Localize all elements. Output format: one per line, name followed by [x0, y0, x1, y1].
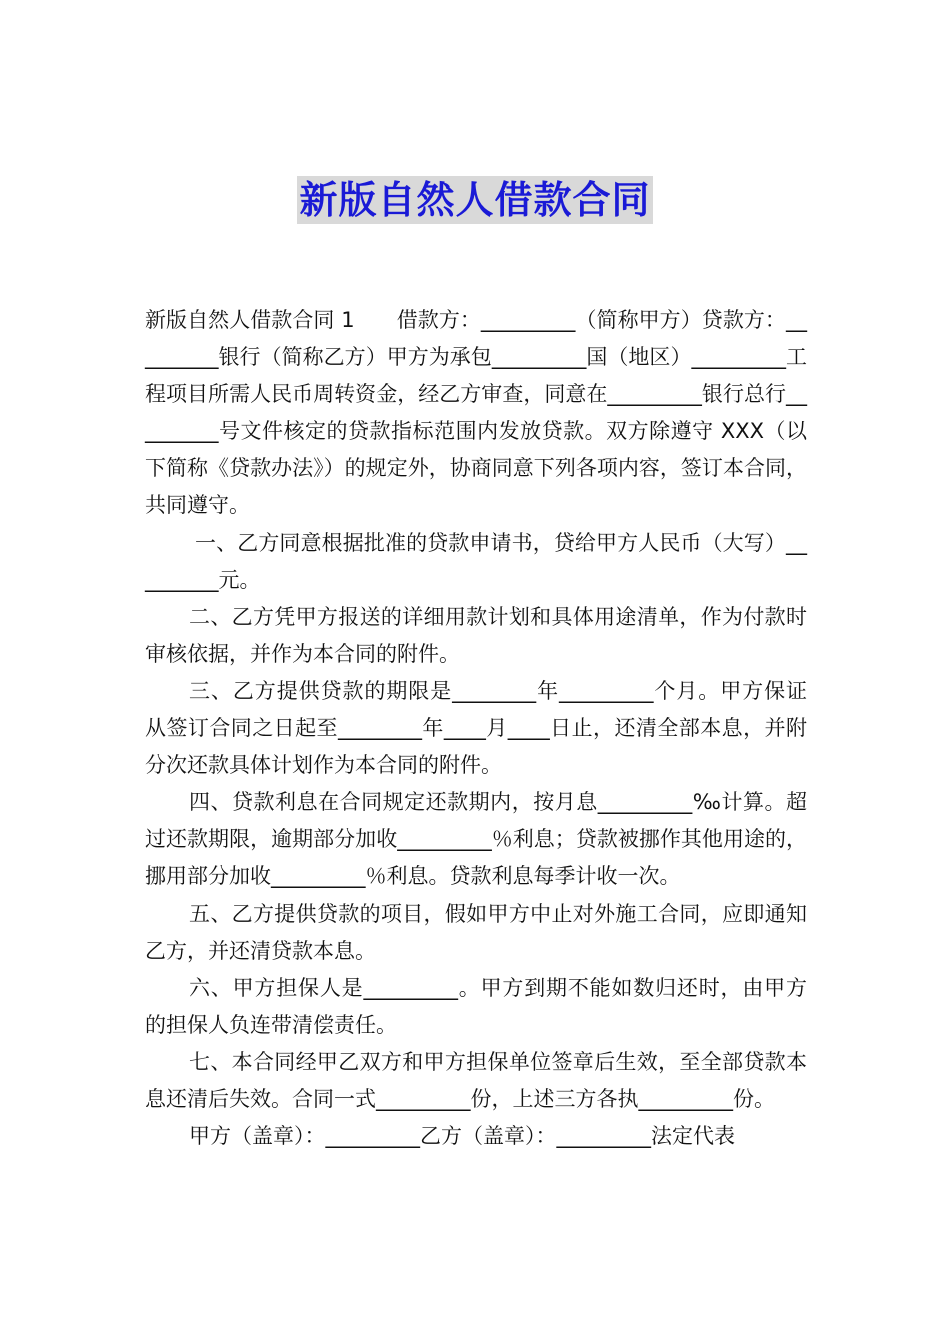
document-title: 新版自然人借款合同: [299, 178, 651, 222]
clause-paragraph: 二、乙方凭甲方报送的详细用款计划和具体用途清单，作为付款时审核依据，并作为本合同的附件。: [145, 604, 807, 666]
clause-paragraph: 三、乙方提供贷款的期限是________年_________个月。甲方保证从签订合同之日起至________年____月____日止，还清全部本息，并附分次还款具体计划作为本合同的附件。: [145, 678, 807, 778]
signature-paragraph: 甲方（盖章）：_________乙方（盖章）：_________法定代表: [189, 1124, 735, 1149]
clause-paragraph: 六、甲方担保人是_________。甲方到期不能如数归还时，由甲方的担保人负连带清偿责任。: [145, 975, 807, 1037]
clause-paragraph: 五、乙方提供贷款的项目，假如甲方中止对外施工合同，应即通知乙方，并还清贷款本息。: [145, 901, 807, 963]
title-container: [0, 176, 950, 224]
clause-paragraph: 一、乙方同意根据批准的贷款申请书，贷给甲方人民币（大写）_________元。: [145, 530, 807, 592]
document-body: [145, 302, 807, 1155]
intro-paragraph: 新版自然人借款合同 1 借款方：_________（简称甲方）贷款方：_________银行（简称乙方）甲方为承包_________国（地区）_________工程项目所需人民币周转资金，经乙方审查，同意在_________银行总行_________号文件核定的贷款指标范围内发放贷款。双方除遵守 XXX（以下简称《贷款办法》）的规定外，协商同意下列各项内容，签订本合同，共同遵守。: [145, 308, 807, 518]
clause-paragraph: 七、本合同经甲乙双方和甲方担保单位签章后生效，至全部贷款本息还清后失效。合同一式_________份，上述三方各执_________份。: [145, 1049, 807, 1111]
clause-paragraph: 四、贷款利息在合同规定还款期内，按月息_________‰计算。超过还款期限，逾期部分加收_________％利息；贷款被挪作其他用途的，挪用部分加收_________％利息。贷款利息每季计收一次。: [145, 790, 807, 889]
